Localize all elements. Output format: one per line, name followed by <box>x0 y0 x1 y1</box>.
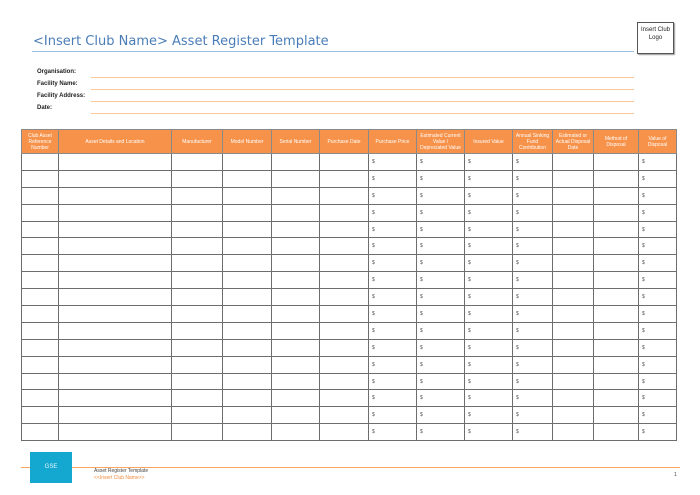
organisation-field[interactable] <box>91 77 634 78</box>
table-cell[interactable]: $ <box>417 424 465 441</box>
table-cell[interactable]: $ <box>417 170 465 187</box>
table-cell[interactable]: $ <box>369 272 417 289</box>
table-cell[interactable]: $ <box>465 221 513 238</box>
column-header: Purchase Date <box>320 130 369 154</box>
table-cell[interactable] <box>594 390 639 407</box>
table-cell[interactable] <box>223 339 272 356</box>
table-row <box>22 339 677 356</box>
table-cell[interactable]: $ <box>465 339 513 356</box>
table-row <box>22 238 677 255</box>
table-cell[interactable] <box>320 204 369 221</box>
table-cell[interactable]: $ <box>369 407 417 424</box>
facility-name-field[interactable] <box>91 89 634 90</box>
table-cell[interactable]: $ <box>639 204 677 221</box>
asset-register-table <box>21 129 677 441</box>
table-cell[interactable]: $ <box>417 373 465 390</box>
table-cell[interactable] <box>223 154 272 171</box>
table-cell[interactable] <box>59 306 172 323</box>
table-cell[interactable] <box>22 306 59 323</box>
table-cell[interactable]: $ <box>465 373 513 390</box>
table-cell[interactable]: $ <box>417 272 465 289</box>
table-cell[interactable] <box>553 170 594 187</box>
table-cell[interactable] <box>22 424 59 441</box>
table-cell[interactable] <box>59 356 172 373</box>
table-cell[interactable]: $ <box>465 424 513 441</box>
table-cell[interactable] <box>553 390 594 407</box>
table-cell[interactable]: $ <box>465 356 513 373</box>
table-cell[interactable]: $ <box>369 339 417 356</box>
table-cell[interactable] <box>22 221 59 238</box>
table-cell[interactable]: $ <box>465 322 513 339</box>
table-cell[interactable] <box>320 238 369 255</box>
table-cell[interactable] <box>594 339 639 356</box>
table-header-row <box>22 130 677 154</box>
footer-club-name: <<Insert Club Name>> <box>94 475 145 481</box>
table-cell[interactable] <box>553 187 594 204</box>
table-cell[interactable] <box>553 272 594 289</box>
table-cell[interactable]: $ <box>639 221 677 238</box>
table-cell[interactable] <box>22 356 59 373</box>
table-cell[interactable]: $ <box>513 204 553 221</box>
table-cell[interactable] <box>594 255 639 272</box>
table-cell[interactable]: $ <box>513 390 553 407</box>
table-cell[interactable]: $ <box>417 339 465 356</box>
table-cell[interactable]: $ <box>465 204 513 221</box>
table-cell[interactable]: $ <box>639 339 677 356</box>
table-cell[interactable] <box>594 187 639 204</box>
table-cell[interactable]: $ <box>417 238 465 255</box>
table-cell[interactable] <box>320 306 369 323</box>
table-cell[interactable] <box>172 339 223 356</box>
table-cell[interactable] <box>22 154 59 171</box>
table-row <box>22 390 677 407</box>
table-cell[interactable]: $ <box>465 289 513 306</box>
column-header: Estimated or Actual Disposal Date <box>553 130 594 154</box>
table-cell[interactable]: $ <box>639 289 677 306</box>
table-cell[interactable]: $ <box>465 255 513 272</box>
table-cell[interactable] <box>223 204 272 221</box>
table-cell[interactable] <box>320 407 369 424</box>
table-row <box>22 255 677 272</box>
table-cell[interactable] <box>320 221 369 238</box>
table-cell[interactable] <box>553 339 594 356</box>
table-cell[interactable] <box>553 289 594 306</box>
table-cell[interactable] <box>594 407 639 424</box>
table-cell[interactable] <box>553 373 594 390</box>
table-cell[interactable] <box>223 289 272 306</box>
table-cell[interactable] <box>22 407 59 424</box>
table-cell[interactable] <box>59 272 172 289</box>
table-cell[interactable] <box>172 187 223 204</box>
facility-address-label: Facility Address: <box>37 93 86 99</box>
table-cell[interactable] <box>172 255 223 272</box>
table-cell[interactable] <box>172 390 223 407</box>
title-divider <box>32 51 634 52</box>
table-cell[interactable] <box>172 170 223 187</box>
table-cell[interactable] <box>272 322 320 339</box>
table-cell[interactable] <box>320 424 369 441</box>
table-cell[interactable] <box>553 204 594 221</box>
table-cell[interactable] <box>320 356 369 373</box>
column-header: Estimated Current Value / Depreciated Value <box>417 130 465 154</box>
table-cell[interactable] <box>272 289 320 306</box>
table-cell[interactable] <box>22 170 59 187</box>
table-cell[interactable]: $ <box>639 407 677 424</box>
table-cell[interactable]: $ <box>639 272 677 289</box>
column-header: Method of Disposal <box>594 130 639 154</box>
table-cell[interactable] <box>320 373 369 390</box>
table-cell[interactable]: $ <box>369 306 417 323</box>
table-cell[interactable] <box>272 238 320 255</box>
table-cell[interactable] <box>223 390 272 407</box>
table-cell[interactable] <box>223 221 272 238</box>
table-cell[interactable] <box>594 170 639 187</box>
table-row <box>22 356 677 373</box>
table-cell[interactable] <box>172 221 223 238</box>
table-cell[interactable] <box>553 154 594 171</box>
table-cell[interactable] <box>223 187 272 204</box>
table-cell[interactable] <box>223 356 272 373</box>
table-cell[interactable] <box>223 238 272 255</box>
footer-doc-title: Asset Register Template <box>94 468 149 474</box>
table-cell[interactable] <box>223 255 272 272</box>
table-cell[interactable] <box>59 255 172 272</box>
table-cell[interactable]: $ <box>465 238 513 255</box>
table-cell[interactable] <box>272 306 320 323</box>
table-cell[interactable] <box>172 204 223 221</box>
table-row <box>22 424 677 441</box>
table-cell[interactable] <box>223 306 272 323</box>
table-cell[interactable] <box>553 356 594 373</box>
table-cell[interactable] <box>553 306 594 323</box>
table-cell[interactable] <box>594 238 639 255</box>
table-row <box>22 204 677 221</box>
table-cell[interactable]: $ <box>513 322 553 339</box>
table-cell[interactable] <box>22 339 59 356</box>
column-header: Manufacturer <box>172 130 223 154</box>
table-cell[interactable]: $ <box>417 306 465 323</box>
table-cell[interactable] <box>22 272 59 289</box>
table-cell[interactable]: $ <box>639 187 677 204</box>
column-header: Asset Details and Location <box>59 130 172 154</box>
table-cell[interactable] <box>223 272 272 289</box>
table-cell[interactable] <box>59 339 172 356</box>
club-logo-placeholder: Insert Club Logo <box>637 22 674 54</box>
table-cell[interactable] <box>594 356 639 373</box>
table-cell[interactable]: $ <box>369 390 417 407</box>
table-row <box>22 407 677 424</box>
table-cell[interactable]: $ <box>369 322 417 339</box>
table-cell[interactable]: $ <box>465 170 513 187</box>
table-cell[interactable] <box>59 322 172 339</box>
table-row <box>22 187 677 204</box>
table-cell[interactable] <box>320 170 369 187</box>
column-header: Insured Value <box>465 130 513 154</box>
table-cell[interactable]: $ <box>417 221 465 238</box>
table-cell[interactable]: $ <box>639 255 677 272</box>
table-row <box>22 170 677 187</box>
table-cell[interactable] <box>272 373 320 390</box>
table-cell[interactable] <box>272 390 320 407</box>
table-cell[interactable] <box>172 356 223 373</box>
table-cell[interactable] <box>59 289 172 306</box>
table-cell[interactable] <box>59 154 172 171</box>
table-cell[interactable]: $ <box>513 255 553 272</box>
table-cell[interactable]: $ <box>369 373 417 390</box>
table-cell[interactable]: $ <box>465 154 513 171</box>
table-cell[interactable] <box>320 322 369 339</box>
table-cell[interactable] <box>594 289 639 306</box>
table-cell[interactable]: $ <box>639 424 677 441</box>
table-cell[interactable] <box>59 373 172 390</box>
facility-name-label: Facility Name: <box>37 81 78 87</box>
column-header: Club Asset Reference Number <box>22 130 59 154</box>
table-cell[interactable] <box>22 204 59 221</box>
table-cell[interactable] <box>594 373 639 390</box>
table-row <box>22 154 677 171</box>
table-cell[interactable]: $ <box>465 390 513 407</box>
table-cell[interactable] <box>320 187 369 204</box>
table-cell[interactable] <box>553 221 594 238</box>
organisation-label: Organisation: <box>37 69 77 75</box>
table-row <box>22 221 677 238</box>
table-cell[interactable]: $ <box>513 221 553 238</box>
page-number: 1 <box>674 472 677 478</box>
table-cell[interactable] <box>320 339 369 356</box>
table-cell[interactable]: $ <box>417 187 465 204</box>
column-header: Annual Sinking Fund Contribution <box>513 130 553 154</box>
table-cell[interactable]: $ <box>465 407 513 424</box>
table-cell[interactable] <box>320 390 369 407</box>
table-cell[interactable] <box>223 322 272 339</box>
table-row <box>22 289 677 306</box>
table-cell[interactable]: $ <box>369 424 417 441</box>
table-cell[interactable] <box>553 322 594 339</box>
table-cell[interactable]: $ <box>369 238 417 255</box>
table-cell[interactable]: $ <box>369 170 417 187</box>
table-cell[interactable] <box>223 373 272 390</box>
page-title: <Insert Club Name> Asset Register Template <box>33 34 329 49</box>
table-cell[interactable]: $ <box>417 356 465 373</box>
table-cell[interactable] <box>22 322 59 339</box>
column-header: Model Number <box>223 130 272 154</box>
table-row <box>22 322 677 339</box>
column-header: Value of Disposal <box>639 130 677 154</box>
table-row <box>22 373 677 390</box>
table-cell[interactable]: $ <box>513 373 553 390</box>
table-cell[interactable]: $ <box>417 154 465 171</box>
table-cell[interactable]: $ <box>639 390 677 407</box>
table-cell[interactable]: $ <box>465 272 513 289</box>
table-cell[interactable]: $ <box>639 356 677 373</box>
table-cell[interactable] <box>59 204 172 221</box>
table-cell[interactable] <box>272 154 320 171</box>
facility-address-field[interactable] <box>91 101 634 102</box>
table-cell[interactable] <box>22 390 59 407</box>
table-cell[interactable] <box>59 407 172 424</box>
table-cell[interactable]: $ <box>513 187 553 204</box>
table-cell[interactable]: $ <box>513 154 553 171</box>
table-cell[interactable]: $ <box>513 170 553 187</box>
table-cell[interactable] <box>223 424 272 441</box>
table-cell[interactable]: $ <box>513 339 553 356</box>
table-cell[interactable] <box>320 289 369 306</box>
table-cell[interactable] <box>320 255 369 272</box>
table-cell[interactable] <box>172 289 223 306</box>
table-cell[interactable]: $ <box>369 204 417 221</box>
column-header: Serial Number <box>272 130 320 154</box>
table-cell[interactable]: $ <box>369 154 417 171</box>
table-cell[interactable]: $ <box>369 289 417 306</box>
table-cell[interactable]: $ <box>513 306 553 323</box>
table-cell[interactable]: $ <box>417 289 465 306</box>
table-cell[interactable]: $ <box>369 187 417 204</box>
table-cell[interactable] <box>272 356 320 373</box>
table-cell[interactable]: $ <box>513 407 553 424</box>
column-header: Purchase Price <box>369 130 417 154</box>
table-cell[interactable] <box>553 424 594 441</box>
table-cell[interactable] <box>553 407 594 424</box>
table-cell[interactable] <box>59 187 172 204</box>
table-cell[interactable] <box>272 272 320 289</box>
table-cell[interactable] <box>320 154 369 171</box>
table-cell[interactable] <box>172 272 223 289</box>
table-cell[interactable] <box>272 339 320 356</box>
table-cell[interactable] <box>272 204 320 221</box>
table-cell[interactable] <box>594 272 639 289</box>
table-cell[interactable] <box>223 407 272 424</box>
table-cell[interactable] <box>59 170 172 187</box>
date-label: Date: <box>37 105 53 111</box>
table-cell[interactable]: $ <box>369 356 417 373</box>
table-cell[interactable] <box>594 322 639 339</box>
table-cell[interactable] <box>59 221 172 238</box>
table-cell[interactable] <box>594 154 639 171</box>
table-cell[interactable] <box>272 221 320 238</box>
table-cell[interactable] <box>22 187 59 204</box>
table-cell[interactable]: $ <box>417 322 465 339</box>
table-cell[interactable] <box>594 221 639 238</box>
table-cell[interactable]: $ <box>639 238 677 255</box>
table-cell[interactable] <box>22 238 59 255</box>
table-cell[interactable]: $ <box>513 238 553 255</box>
table-cell[interactable] <box>172 373 223 390</box>
table-cell[interactable] <box>172 154 223 171</box>
table-cell[interactable] <box>594 204 639 221</box>
table-cell[interactable] <box>553 255 594 272</box>
table-cell[interactable]: $ <box>639 373 677 390</box>
table-cell[interactable] <box>172 306 223 323</box>
table-cell[interactable]: $ <box>417 204 465 221</box>
table-cell[interactable] <box>272 424 320 441</box>
table-cell[interactable] <box>59 390 172 407</box>
table-cell[interactable] <box>272 170 320 187</box>
table-cell[interactable] <box>22 373 59 390</box>
table-cell[interactable]: $ <box>513 424 553 441</box>
table-cell[interactable]: $ <box>417 407 465 424</box>
table-cell[interactable]: $ <box>513 289 553 306</box>
table-cell[interactable] <box>594 424 639 441</box>
date-field[interactable] <box>91 113 634 114</box>
table-cell[interactable]: $ <box>369 221 417 238</box>
table-cell[interactable]: $ <box>369 255 417 272</box>
table-cell[interactable] <box>22 289 59 306</box>
table-cell[interactable]: $ <box>639 170 677 187</box>
table-cell[interactable] <box>272 187 320 204</box>
table-row <box>22 306 677 323</box>
table-cell[interactable] <box>272 255 320 272</box>
table-cell[interactable] <box>594 306 639 323</box>
table-cell[interactable] <box>22 255 59 272</box>
table-cell[interactable]: $ <box>639 154 677 171</box>
table-cell[interactable] <box>172 238 223 255</box>
table-cell[interactable]: $ <box>465 306 513 323</box>
table-cell[interactable] <box>59 238 172 255</box>
table-cell[interactable] <box>553 238 594 255</box>
table-cell[interactable]: $ <box>513 356 553 373</box>
table-cell[interactable]: $ <box>513 272 553 289</box>
table-cell[interactable]: $ <box>417 390 465 407</box>
table-cell[interactable]: $ <box>639 322 677 339</box>
table-cell[interactable]: $ <box>417 255 465 272</box>
table-cell[interactable] <box>272 407 320 424</box>
table-cell[interactable]: $ <box>465 187 513 204</box>
table-row <box>22 272 677 289</box>
footer-logo: GSE <box>30 452 72 483</box>
table-cell[interactable] <box>172 424 223 441</box>
table-cell[interactable] <box>172 322 223 339</box>
table-cell[interactable] <box>223 170 272 187</box>
table-cell[interactable] <box>320 272 369 289</box>
table-cell[interactable] <box>59 424 172 441</box>
table-cell[interactable]: $ <box>639 306 677 323</box>
table-cell[interactable] <box>172 407 223 424</box>
